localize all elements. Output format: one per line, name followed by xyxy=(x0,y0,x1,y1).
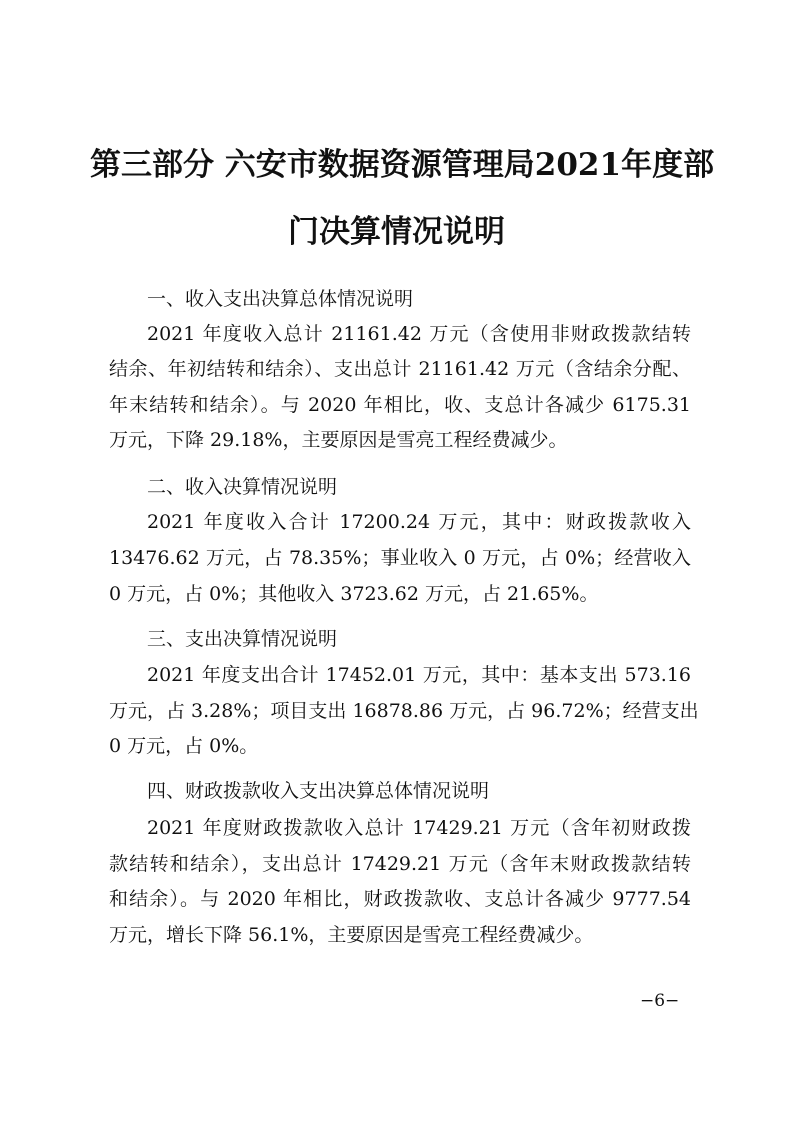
section-1-paragraph-line: 2021 年度收入总计 21161.42 万元（含使用非财政拨款结转 xyxy=(147,323,691,345)
section-1-paragraph-line: 年末结转和结余）。与 2020 年相比，收、支总计各减少 6175.31 xyxy=(109,394,691,416)
section-1-paragraph-line: 结余、年初结转和结余）、支出总计 21161.42 万元（含结余分配、 xyxy=(109,358,691,380)
section-4-paragraph-line: 万元，增长下降 56.1%，主要原因是雪亮工程经费减少。 xyxy=(109,924,594,946)
section-3-paragraph-line: 0 万元，占 0%。 xyxy=(109,735,259,757)
section-4-heading: 四、财政拨款收入支出决算总体情况说明 xyxy=(147,780,490,802)
section-4-paragraph-line: 2021 年度财政拨款收入总计 17429.21 万元（含年初财政拨 xyxy=(147,817,691,839)
section-3-heading: 三、支出决算情况说明 xyxy=(147,628,338,650)
document-title-line-2: 门决算情况说明 xyxy=(288,214,505,250)
section-1-heading: 一、收入支出决算总体情况说明 xyxy=(147,288,414,310)
page-number: −6− xyxy=(640,991,680,1011)
section-4-paragraph-line: 和结余）。与 2020 年相比，财政拨款收、支总计各减少 9777.54 xyxy=(109,888,691,910)
section-3-paragraph-line: 万元，占 3.28%；项目支出 16878.86 万元，占 96.72%；经营支出 xyxy=(109,700,699,722)
section-2-heading: 二、收入决算情况说明 xyxy=(147,476,338,498)
section-4-paragraph-line: 款结转和结余），支出总计 17429.21 万元（含年末财政拨款结转 xyxy=(109,853,691,875)
document-title-line-1: 第三部分 六安市数据资源管理局2021年度部 xyxy=(90,147,715,183)
section-3-paragraph-line: 2021 年度支出合计 17452.01 万元，其中：基本支出 573.16 xyxy=(147,664,691,686)
section-2-paragraph-line: 13476.62 万元，占 78.35%；事业收入 0 万元，占 0%；经营收入 xyxy=(109,547,691,569)
section-1-paragraph-line: 万元，下降 29.18%，主要原因是雪亮工程经费减少。 xyxy=(109,429,568,451)
section-2-paragraph-line: 2021 年度收入合计 17200.24 万元，其中：财政拨款收入 xyxy=(147,511,691,533)
section-2-paragraph-line: 0 万元，占 0%；其他收入 3723.62 万元，占 21.65%。 xyxy=(109,583,599,605)
